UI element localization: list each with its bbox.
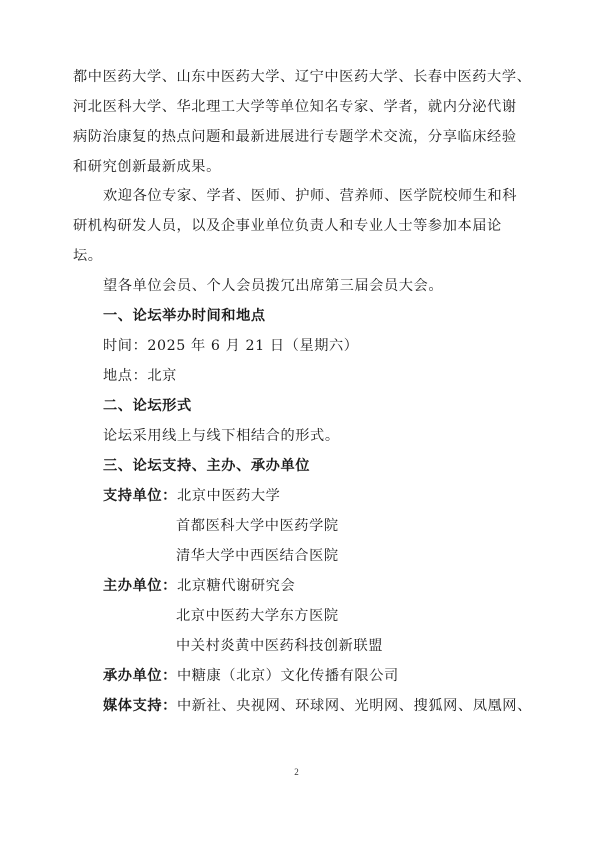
host-unit-1: 北京糖代谢研究会 bbox=[176, 578, 296, 594]
paragraph-2-line-3: 坛。 bbox=[73, 248, 103, 264]
forum-time: 时间：2025 年 6 月 21 日（星期六） bbox=[103, 338, 359, 354]
host-row-1 bbox=[103, 576, 563, 596]
host-unit-3: 中关村炎黄中医药科技创新联盟 bbox=[176, 638, 384, 654]
section-1-heading: 一、论坛举办时间和地点 bbox=[103, 308, 266, 324]
paragraph-2-line-1: 欢迎各位专家、学者、医师、护师、营养师、医学院校师生和科 bbox=[103, 188, 518, 204]
support-label: 支持单位： bbox=[103, 488, 177, 504]
section-3-heading: 三、论坛支持、主办、承办单位 bbox=[103, 458, 311, 474]
media-row bbox=[103, 696, 563, 716]
paragraph-1-line-2: 河北医科大学、华北理工大学等单位知名专家、学者，就内分泌代谢 bbox=[73, 99, 517, 115]
support-row-1 bbox=[103, 486, 563, 506]
organizer-row bbox=[103, 666, 563, 686]
support-unit-2: 首都医科大学中医药学院 bbox=[176, 518, 339, 534]
section-2-heading: 二、论坛形式 bbox=[103, 398, 192, 414]
paragraph-1-line-3: 病防治康复的热点问题和最新进展进行专题学术交流，分享临床经验 bbox=[73, 129, 517, 145]
media-units: 中新社、央视网、环球网、光明网、搜狐网、凤凰网、 bbox=[176, 698, 532, 714]
paragraph-2-line-2: 研机构研发人员，以及企事业单位负责人和专业人士等参加本届论 bbox=[73, 218, 502, 234]
organizer-label: 承办单位： bbox=[103, 668, 177, 684]
paragraph-1-line-1: 都中医药大学、山东中医药大学、辽宁中医药大学、长春中医药大学、 bbox=[73, 69, 532, 85]
organizer-unit: 中糖康（北京）文化传播有限公司 bbox=[176, 668, 399, 684]
media-label: 媒体支持： bbox=[103, 698, 177, 714]
forum-format: 论坛采用线上与线下相结合的形式。 bbox=[103, 428, 340, 444]
support-unit-1: 北京中医药大学 bbox=[176, 488, 281, 504]
forum-place: 地点：北京 bbox=[103, 368, 177, 384]
host-label: 主办单位： bbox=[103, 578, 177, 594]
paragraph-1-line-4: 和研究创新最新成果。 bbox=[73, 159, 221, 175]
page-number: 2 bbox=[294, 767, 299, 777]
support-unit-3: 清华大学中西医结合医院 bbox=[176, 548, 339, 564]
paragraph-3: 望各单位会员、个人会员拨冗出席第三届会员大会。 bbox=[103, 278, 444, 294]
host-unit-2: 北京中医药大学东方医院 bbox=[176, 608, 339, 624]
